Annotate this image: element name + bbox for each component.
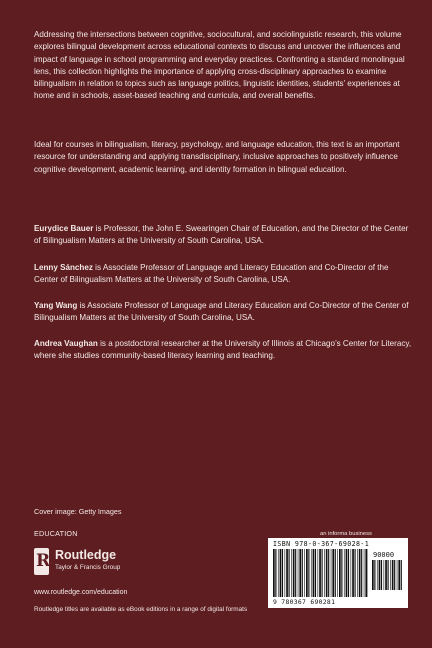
barcode-digits: 9 780367 690281 <box>273 598 336 606</box>
publisher-website[interactable]: www.routledge.com/education <box>34 589 128 596</box>
author-name: Eurydice Bauer <box>34 224 94 233</box>
cover-image-credit: Cover image: Getty Images <box>34 507 122 516</box>
author-bio-text: is Professor, the John E. Swearingen Chair of Education, and the Director of the Center of Bilingualism Matters at the University of South Carolina, USA. <box>34 224 409 246</box>
author-bio-text: is Associate Professor of Language and Literacy Education and Co-Director of the Center of Bilingualism Matters at the University of South Carolina, USA. <box>34 301 409 323</box>
author-name: Yang Wang <box>34 301 78 310</box>
author-bio-sanchez <box>34 262 414 287</box>
subject-category: EDUCATION <box>34 529 78 538</box>
isbn-label: ISBN 978-0-367-69028-1 <box>273 540 370 548</box>
author-bio-bauer <box>34 223 414 248</box>
author-bio-text: is Associate Professor of Language and Literacy Education and Co-Director of the Center of Bilingualism Matters at the University of South Carolina, USA. <box>34 263 389 285</box>
author-bio-text: is a postdoctoral researcher at the University of Illinois at Chicago’s Center for Literacy, where she studies community-based literacy learning and teaching. <box>34 339 412 361</box>
routledge-mark-icon: R <box>34 548 49 575</box>
isbn-barcode <box>268 538 408 608</box>
author-bio-wang <box>34 300 414 325</box>
author-bio-vaughan <box>34 338 414 363</box>
price-barcode-bars-icon <box>372 560 402 604</box>
publisher-name: Routledge <box>55 548 117 562</box>
informa-business-label: an informa business <box>320 531 372 537</box>
price-code: 90000 <box>373 551 395 559</box>
barcode-bars-icon <box>273 549 368 597</box>
description-paragraph-2: Ideal for courses in bilingualism, literacy, psychology, and language education, this text is an important resource for understanding and applying transdisciplinary, inclusive approaches to positively influence cognitive development, academic learning, and identity formation in bilingual education. <box>34 140 400 174</box>
publisher-subtitle: Taylor & Francis Group <box>55 564 121 571</box>
ebook-note: Routledge titles are available as eBook editions in a range of digital formats <box>34 606 248 613</box>
routledge-logo <box>34 548 174 588</box>
author-name: Lenny Sánchez <box>34 263 93 272</box>
author-name: Andrea Vaughan <box>34 339 98 348</box>
description-paragraph-1: Addressing the intersections between cognitive, sociocultural, and sociolinguistic research, this volume explores bilingual development across educational contexts to discuss and uncover the influences and impact of language in school programming and everyday practices. Confronting a standard monolingual lens, this collection highlights the importance of applying cross-disciplinary approaches to examine bilingualism in relation to topics such as language politics, linguistic identities, students’ experiences at home and in schools, asset-based teaching and curricula, and overall benefits. <box>34 30 405 101</box>
